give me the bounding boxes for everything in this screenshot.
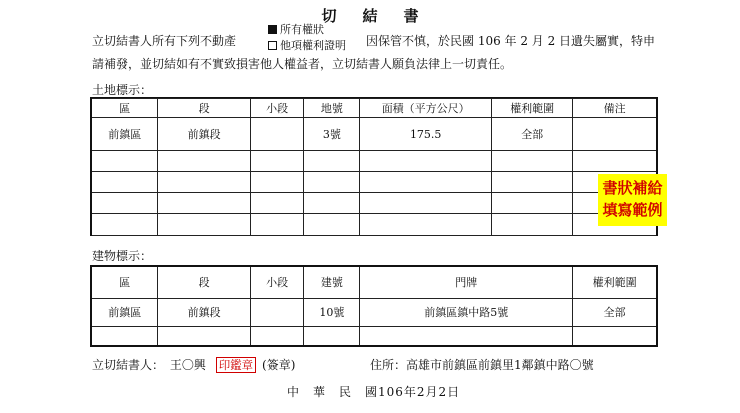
table-cell bbox=[360, 151, 492, 172]
table-cell bbox=[492, 172, 573, 193]
land-table bbox=[90, 98, 658, 236]
table-cell: 175.5 bbox=[360, 118, 492, 151]
building-header-address: 門牌 bbox=[360, 266, 573, 298]
table-row bbox=[91, 214, 657, 236]
document-title: 切結書 bbox=[321, 7, 445, 25]
table-row bbox=[91, 151, 657, 172]
land-header-row bbox=[91, 99, 657, 118]
table-cell bbox=[250, 193, 304, 214]
building-header-building-number: 建號 bbox=[304, 266, 360, 298]
declaration-line-2: 請補發，並切結如有不實致損害他人權益者，立切結書人願負法律上一切責任。 bbox=[92, 57, 513, 71]
table-cell: 前鎮區鎮中路5號 bbox=[360, 298, 573, 326]
land-label: 土地標示： bbox=[92, 83, 153, 97]
building-header-rights-scope: 權利範圍 bbox=[573, 266, 657, 298]
option-other-rights-label: 他項權利證明 bbox=[280, 39, 346, 52]
table-row bbox=[91, 326, 657, 346]
table-row bbox=[91, 118, 657, 151]
table-cell bbox=[360, 193, 492, 214]
table-cell bbox=[304, 172, 360, 193]
table-cell: 前鎮區 bbox=[91, 118, 158, 151]
signer-label: 立切結書人： bbox=[92, 358, 165, 372]
table-cell: 全部 bbox=[492, 118, 573, 151]
table-cell bbox=[573, 326, 657, 346]
option-ownership-label: 所有權狀 bbox=[280, 23, 324, 36]
table-cell bbox=[158, 193, 250, 214]
land-header-subsection: 小段 bbox=[250, 99, 304, 118]
address-row bbox=[370, 356, 594, 373]
building-header-section: 段 bbox=[158, 266, 250, 298]
example-note-badge bbox=[598, 174, 667, 226]
table-cell: 前鎮段 bbox=[158, 298, 250, 326]
table-cell bbox=[91, 214, 158, 236]
land-header-section: 段 bbox=[158, 99, 250, 118]
table-cell bbox=[250, 118, 304, 151]
table-cell bbox=[573, 151, 657, 172]
table-cell bbox=[250, 172, 304, 193]
address-value: 高雄市前鎮區前鎮里1鄰鎮中路〇號 bbox=[406, 358, 594, 372]
table-cell bbox=[492, 193, 573, 214]
table-cell bbox=[360, 214, 492, 236]
seal-stamp: 印鑑章 bbox=[216, 357, 257, 373]
table-cell: 前鎮區 bbox=[91, 298, 158, 326]
option-other-rights bbox=[268, 37, 346, 53]
signer-name: 王〇興 bbox=[169, 358, 206, 372]
option-ownership bbox=[268, 21, 324, 37]
signer-row bbox=[92, 356, 295, 373]
land-header-area: 面積（平方公尺） bbox=[360, 99, 492, 118]
table-cell bbox=[250, 326, 304, 346]
building-table bbox=[90, 265, 658, 347]
table-cell bbox=[250, 298, 304, 326]
table-cell bbox=[91, 172, 158, 193]
table-cell bbox=[304, 214, 360, 236]
table-cell bbox=[250, 151, 304, 172]
table-cell bbox=[91, 193, 158, 214]
table-cell: 全部 bbox=[573, 298, 657, 326]
reason-text: 因保管不慎，於民國 106 年 2 月 2 日遺失屬實，特申 bbox=[366, 34, 656, 48]
table-cell bbox=[91, 151, 158, 172]
table-cell: 10號 bbox=[304, 298, 360, 326]
table-row bbox=[91, 172, 657, 193]
example-note-line-1: 書狀補給 bbox=[602, 179, 663, 197]
document-date: 中 華 民 國106年2月2日 bbox=[287, 385, 461, 399]
table-cell bbox=[158, 326, 250, 346]
table-cell bbox=[250, 214, 304, 236]
table-cell bbox=[304, 326, 360, 346]
table-row bbox=[91, 298, 657, 326]
table-cell bbox=[158, 172, 250, 193]
land-header-remarks: 備注 bbox=[573, 99, 657, 118]
table-row bbox=[91, 193, 657, 214]
table-cell bbox=[304, 151, 360, 172]
building-header-district: 區 bbox=[91, 266, 158, 298]
intro-text: 立切結書人所有下列不動產 bbox=[92, 34, 237, 48]
table-cell bbox=[573, 118, 657, 151]
building-label: 建物標示： bbox=[92, 249, 153, 263]
example-note-line-2: 填寫範例 bbox=[602, 201, 663, 219]
table-cell bbox=[492, 214, 573, 236]
sign-note: (簽章) bbox=[262, 358, 296, 372]
table-cell bbox=[360, 326, 573, 346]
building-header-row bbox=[91, 266, 657, 298]
table-cell bbox=[304, 193, 360, 214]
table-cell bbox=[492, 151, 573, 172]
table-cell: 3號 bbox=[304, 118, 360, 151]
table-cell bbox=[360, 172, 492, 193]
building-header-subsection: 小段 bbox=[250, 266, 304, 298]
table-cell bbox=[91, 326, 158, 346]
checked-checkbox-icon bbox=[268, 25, 277, 34]
unchecked-checkbox-icon bbox=[268, 41, 277, 50]
land-header-lot-number: 地號 bbox=[304, 99, 360, 118]
table-cell bbox=[158, 151, 250, 172]
table-cell bbox=[158, 214, 250, 236]
address-label: 住所： bbox=[370, 358, 407, 372]
land-header-rights-scope: 權利範圍 bbox=[492, 99, 573, 118]
land-header-district: 區 bbox=[91, 99, 158, 118]
table-cell: 前鎮段 bbox=[158, 118, 250, 151]
